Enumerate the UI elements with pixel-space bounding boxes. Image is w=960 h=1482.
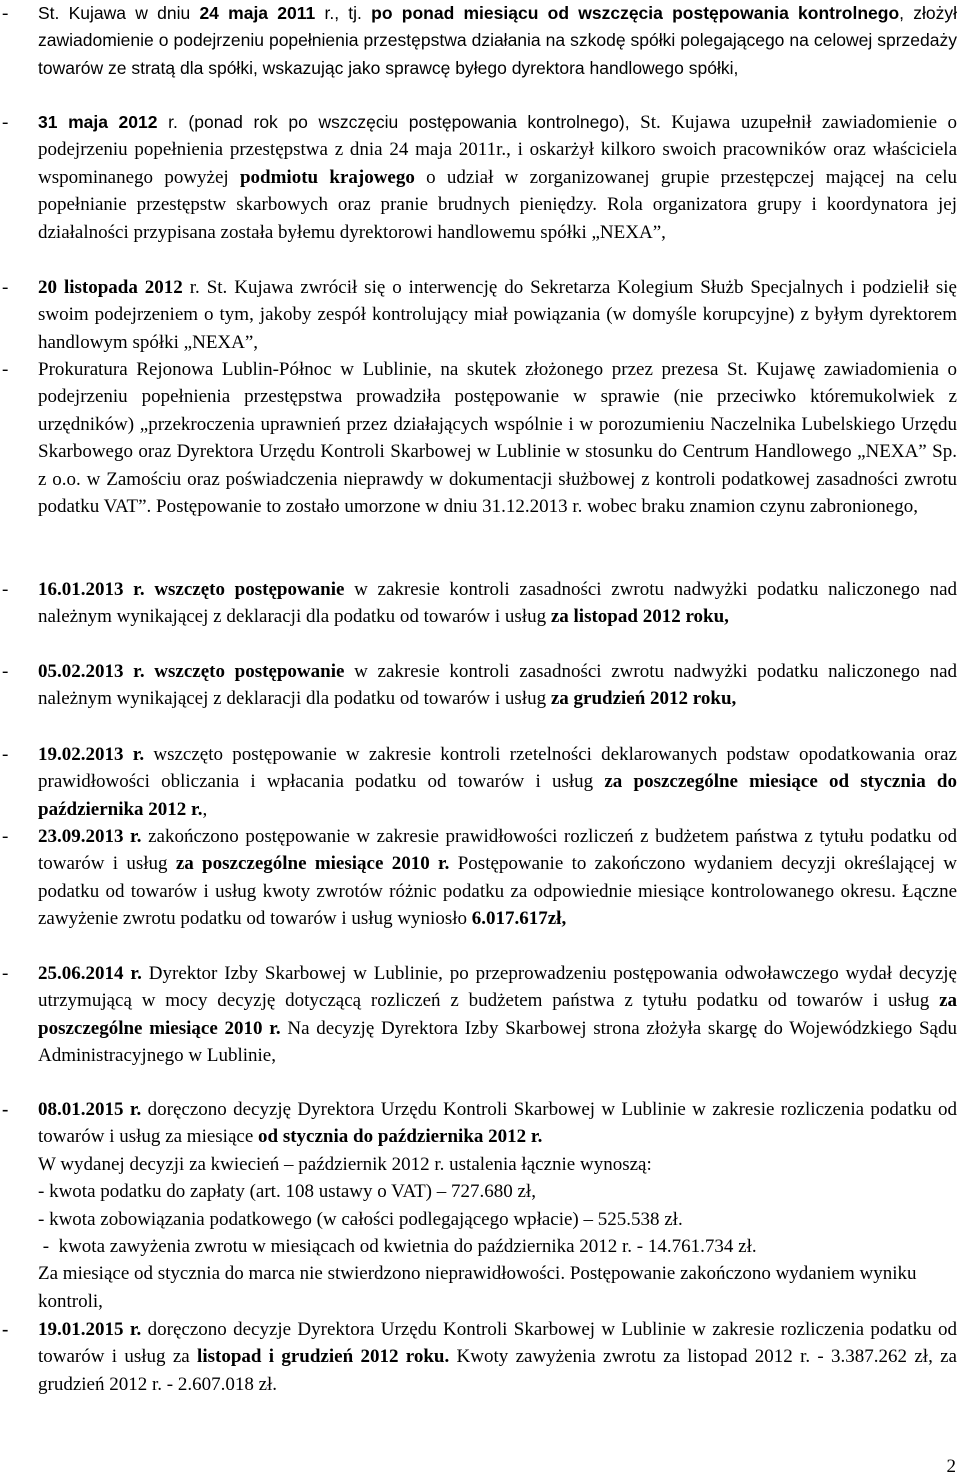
list-dash: - <box>2 661 9 682</box>
decision-closing-line: Za miesiące od stycznia do marca nie stwierdzono nieprawidłowości. Postępowanie zakończono wydaniem wyniku kontroli, <box>38 1263 917 1312</box>
page-number: 2 <box>946 1456 956 1477</box>
list-item-text: 05.02.2013 r. wszczęto postępowanie w zakresie kontroli zasadności zwrotu nadwyżki podatku naliczonego nad należnym wynikającej z deklaracji dla podatku od towarów i usług za grudzień 2012 roku, <box>38 661 957 710</box>
list-dash: - <box>2 1319 9 1340</box>
list-item <box>2 356 957 520</box>
decision-summary-line: W wydanej decyzji za kwiecień – październik 2012 r. ustalenia łącznie wynoszą: <box>38 1153 652 1175</box>
list-item <box>2 1316 957 1398</box>
list-dash: - <box>2 826 9 847</box>
list-item-text: 19.01.2015 r. doręczono decyzje Dyrektora Urzędu Kontroli Skarbowej w Lublinie w zakresie rozliczenia podatku od towarów i usług za listopad i grudzień 2012 roku. Kwoty zawyżenia zwrotu za listopad 2012 r. - 3.387.262 zł, za grudzień 2012 r. - 2.607.018 zł. <box>38 1319 957 1395</box>
list-item <box>2 823 957 933</box>
list-item <box>2 576 957 631</box>
list-dash: - <box>2 963 9 984</box>
list-item <box>2 109 957 246</box>
decision-amount-line: - kwota zobowiązania podatkowego (w całości podlegającego wpłacie) – 525.538 zł. <box>38 1208 683 1230</box>
list-item-text: Prokuratura Rejonowa Lublin-Północ w Lublinie, na skutek złożonego przez prezesa St. Kujawę zawiadomienia o podejrzeniu popełnienia przestępstwa prowadziła postępowanie w sprawie (nie przeciwko któremukolwiek z urzędników) „przekroczenia uprawnień przez działających wspólnie i w porozumieniu Naczelnika Lubelskiego Urzędu Skarbowego oraz Dyrektora Urzędu Kontroli Skarbowej w Lublinie w stosunku do Centrum Handlowego „NEXA” Sp. z o.o. w Zamościu oraz poświadczenia nieprawdy w dokumentacji służbowej z kontroli podatkowej zasadności zwrotu podatku VAT”. Postępowanie to zostało umorzone w dniu 31.12.2013 r. wobec braku znamion czynu zabronionego, <box>38 359 957 518</box>
list-item <box>2 960 957 1070</box>
list-item-text: 16.01.2013 r. wszczęto postępowanie w zakresie kontroli zasadności zwrotu nadwyżki podatku naliczonego nad należnym wynikającej z deklaracji dla podatku od towarów i usług za listopad 2012 roku, <box>38 579 958 628</box>
list-item <box>2 658 957 713</box>
list-dash: - <box>2 3 9 24</box>
list-item-text: 23.09.2013 r. zakończono postępowanie w zakresie prawidłowości rozliczeń z budżetem państwa z tytułu podatku od towarów i usług za poszczególne miesiące 2010 r. Postępowanie to zakończono wydaniem decyzji określającej w podatku od towarów i usług kwoty zwrotów różnic podatku za odpowiednie miesiące kontrolowanego okresu. Łączne zawyżenie zwrotu podatku od towarów i usług wyniosło 6.017.617zł, <box>38 826 957 930</box>
list-item-text: 31 maja 2012 r. (ponad rok po wszczęciu postępowania kontrolnego), St. Kujawa uzupełnił zawiadomienie o podejrzeniu popełnienia przestępstwa z dnia 24 maja 2011r., i oskarżył kilkoro swoich pracowników oraz właściciela wspominanego powyżej podmiotu krajowego o udział w zorganizowanej grupie przestępczej mającej na celu popełnianie przestępstw skarbowych oraz pranie brudnych pieniędzy. Rola organizatora grupy i koordynatora jej działalności przypisana została byłemu dyrektorowi handlowemu spółki „NEXA”, <box>38 112 958 243</box>
list-item <box>2 0 957 82</box>
decision-amount-line: - kwota zawyżenia zwrotu w miesiącach od kwietnia do października 2012 r. - 14.761.734 zł. <box>38 1236 757 1258</box>
list-item <box>2 741 957 823</box>
list-dash: - <box>2 1099 9 1120</box>
list-item-text: 20 listopada 2012 r. St. Kujawa zwrócił się o interwencję do Sekretarza Kolegium Służb Specjalnych i podzielił się swoim podejrzeniem o tym, jakoby zespół kontrolujący miał powiązania (w domyśle korupcyjne) z byłym dyrektorem handlowym spółki „NEXA”, <box>38 277 957 353</box>
list-dash: - <box>2 359 9 380</box>
list-item-text: 08.01.2015 r. doręczono decyzję Dyrektora Urzędu Kontroli Skarbowej w Lublinie w zakresie rozliczenia podatku od towarów i usług za miesiące od stycznia do października 2012 r. W wydanej decyzji za kwiecień – październik 2012 r. ustalenia łącznie wynoszą: - kwota podatku do zapłaty (art. 108 ustawy o VAT) – 727.680 zł, - kwota zobowiązania podatkowego (w całości podlegającego wpłacie) – 525.538 zł. - kwota zawyżenia zwrotu w miesiącach od kwietnia do października 2012 r. - 14.761.734 zł. Za miesiące od stycznia do marca nie stwierdzono nieprawidłowości. Postępowanie zakończono wydaniem wyniku kontroli, <box>38 1096 957 1315</box>
list-item-text: 19.02.2013 r. wszczęto postępowanie w zakresie kontroli rzetelności deklarowanych podstaw opodatkowania oraz prawidłowości obliczania i wpłacania podatku od towarów i usług za poszczególne miesiące od stycznia do października 2012 r., <box>38 744 957 820</box>
list-item-text: St. Kujawa w dniu 24 maja 2011 r., tj. po ponad miesiącu od wszczęcia postępowania kontrolnego, złożył zawiadomienie o podejrzeniu popełnienia przestępstwa działania na szkodę spółki polegającego na celowej sprzedaży towarów ze stratą dla spółki, wskazując jako sprawcę byłego dyrektora handlowego spółki, <box>38 3 957 78</box>
list-item-text: 25.06.2014 r. Dyrektor Izby Skarbowej w Lublinie, po przeprowadzeniu postępowania odwoławczego wydał decyzję utrzymującą w mocy decyzję dotyczącą rozliczeń z budżetem państwa z tytułu podatku od towarów i usług za poszczególne miesiące 2010 r. Na decyzję Dyrektora Izby Skarbowej strona złożyła skargę do Wojewódzkiego Sądu Administracyjnego w Lublinie, <box>38 963 957 1067</box>
list-dash: - <box>2 744 9 765</box>
decision-amount-line: - kwota podatku do zapłaty (art. 108 ustawy o VAT) – 727.680 zł, <box>38 1181 536 1203</box>
list-dash: - <box>2 579 9 600</box>
list-item <box>2 1096 957 1315</box>
list-dash: - <box>2 277 9 298</box>
list-item <box>2 274 957 356</box>
list-dash: - <box>2 112 9 133</box>
